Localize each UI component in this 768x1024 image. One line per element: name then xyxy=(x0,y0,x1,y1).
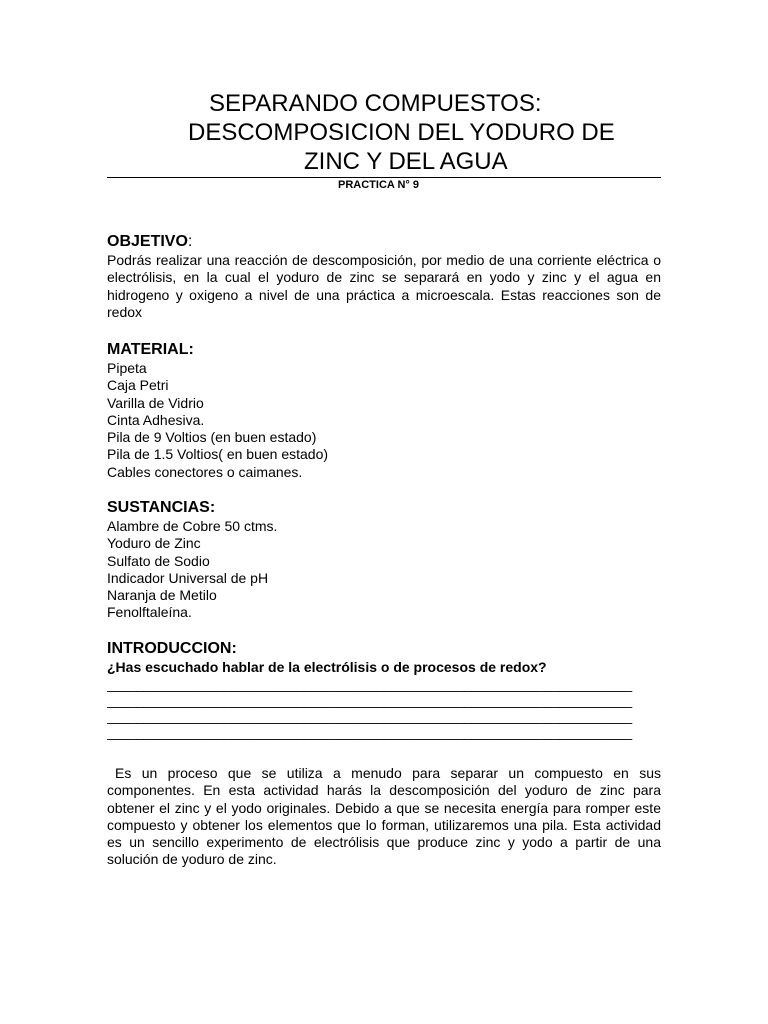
objetivo-heading-text: OBJETIVO xyxy=(107,233,188,250)
sustancia-item: Alambre de Cobre 50 ctms. xyxy=(107,518,278,534)
objetivo-section xyxy=(107,232,661,321)
material-list xyxy=(107,360,661,481)
introduccion-section xyxy=(107,639,661,740)
title-divider xyxy=(107,177,661,178)
material-item: Cinta Adhesiva. xyxy=(107,411,205,428)
introduccion-text: Es un proceso que se utiliza a menudo para separar un compuesto en sus componentes. En esta actividad harás la descomposición del yoduro de zinc para obtener el zinc y el yodo originales. Debido a que se necesita energía para romper este compuesto y obtener los elementos que lo forman, utilizaremos una pila. Esta actividad es un sencillo experimento de electrólisis que produce zinc y yodo a partir de una solución de yoduro de zinc. xyxy=(107,765,661,868)
sustancias-section xyxy=(107,498,661,622)
answer-blank-line: ________________________________________________________________________ xyxy=(107,708,632,725)
answer-blank-line: ________________________________________________________________________ xyxy=(107,676,632,693)
sustancias-heading: SUSTANCIAS: xyxy=(107,499,216,516)
sustancia-item: Indicador Universal de pH xyxy=(107,569,269,586)
objetivo-heading xyxy=(107,232,661,252)
objetivo-heading-colon: : xyxy=(187,233,193,250)
material-item: Pipeta xyxy=(107,360,147,376)
sustancias-list xyxy=(107,518,661,622)
introduccion-question: ¿Has escuchado hablar de la electrólisis o de procesos de redox? xyxy=(107,659,547,675)
material-section xyxy=(107,340,661,481)
sustancia-item: Sulfato de Sodio xyxy=(107,552,210,569)
material-heading: MATERIAL: xyxy=(107,341,194,358)
introduccion-heading: INTRODUCCION: xyxy=(107,640,237,657)
material-item: Varilla de Vidrio xyxy=(107,394,204,411)
title-line-3: ZINC Y DEL AGUA xyxy=(304,148,508,175)
sustancia-item: Fenolftaleína. xyxy=(107,604,192,621)
material-item: Cables conectores o caimanes. xyxy=(107,463,303,480)
material-item: Pila de 1.5 Voltios( en buen estado) xyxy=(107,446,329,463)
answer-blank-line: ________________________________________________________________________ xyxy=(107,692,632,709)
answer-lines xyxy=(107,676,661,740)
title-line-1: SEPARANDO COMPUESTOS: xyxy=(209,90,542,117)
material-item: Pila de 9 Voltios (en buen estado) xyxy=(107,429,317,446)
objetivo-text: Podrás realizar una reacción de descomposición, por medio de una corriente eléctrica o electrólisis, en la cual el yoduro de zinc se separará en yodo y zinc y el agua en hidrogeno y oxigeno a nivel de una práctica a microescala. Estas reacciones son de redox xyxy=(107,252,661,320)
title-line-2: DESCOMPOSICION DEL YODURO DE xyxy=(188,119,615,146)
practice-number: PRACTICA N° 9 xyxy=(338,179,419,191)
sustancia-item: Yoduro de Zinc xyxy=(107,535,201,552)
material-item: Caja Petri xyxy=(107,377,169,394)
answer-blank-line: ________________________________________________________________________ xyxy=(107,724,632,741)
introduccion-body xyxy=(107,765,661,869)
sustancia-item: Naranja de Metilo xyxy=(107,587,217,604)
